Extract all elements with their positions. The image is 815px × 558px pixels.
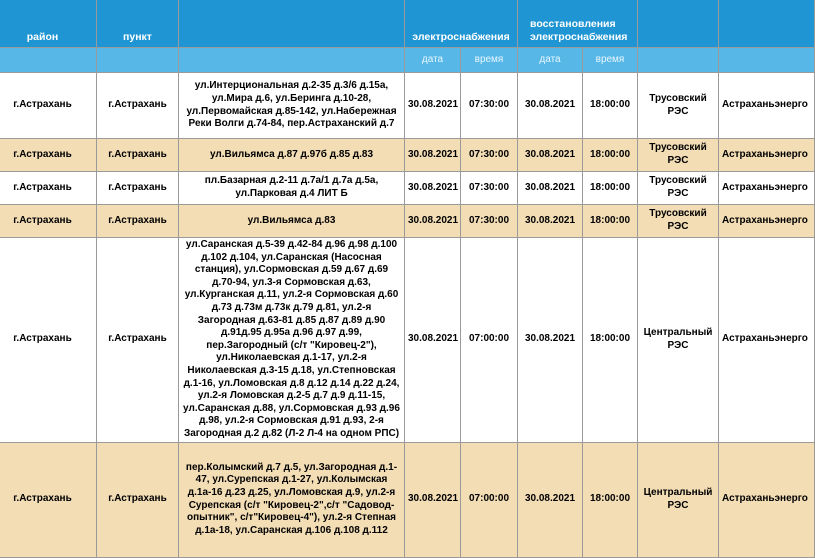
header-end-line1: восстановления — [530, 18, 616, 30]
subheader-blank — [719, 48, 815, 73]
header-org — [719, 0, 815, 48]
header-district: район — [0, 0, 97, 48]
cell-org: Астраханьэнерго — [719, 139, 815, 172]
header-res — [638, 0, 719, 48]
subheader-blank — [0, 48, 97, 73]
cell-start-time: 07:30:00 — [461, 73, 518, 139]
header-end-line2: электроснабжения — [530, 31, 628, 43]
cell-end-date: 30.08.2021 — [518, 238, 583, 443]
cell-addresses: пл.Базарная д.2-11 д.7а/1 д.7а д.5а, ул.Парковая д.4 ЛИТ Б — [179, 172, 405, 205]
cell-org: Астраханьэнерго — [719, 442, 815, 557]
cell-locality: г.Астрахань — [97, 205, 179, 238]
subheader-start-time: время — [461, 48, 518, 73]
cell-start-date: 30.08.2021 — [405, 238, 461, 443]
cell-res: Трусовский РЭС — [638, 73, 719, 139]
cell-addresses: ул.Вильямса д.87 д.97б д.85 д.83 — [179, 139, 405, 172]
cell-start-date: 30.08.2021 — [405, 172, 461, 205]
cell-org: Астраханьэнерго — [719, 172, 815, 205]
header-start — [405, 0, 518, 48]
table-row — [0, 205, 815, 238]
cell-start-time: 07:00:00 — [461, 442, 518, 557]
cell-end-date: 30.08.2021 — [518, 73, 583, 139]
cell-district: г.Астрахань — [0, 442, 97, 557]
header-locality: пункт — [97, 0, 179, 48]
subheader-end-date: дата — [518, 48, 583, 73]
cell-addresses: ул.Саранская д.5-39 д.42-84 д.96 д.98 д.100 д.102 д.104, ул.Саранская (Насосная станция), ул.Сормовская д.59 д.67 д.69 д.70-94, ул.3-я Сормовская д.63, ул.Курганская д.11, ул.2-я Сормовская д.60 д.73 д.73м д.73к д.79 д.81, ул.2-я Загородная д.63-81 д.85 д.87 д.89 д.90 д.91д.95 д.95а д.96 д.97 д.99, пер.Загородный (с/т "Кировец-2"), ул.Николаевская д.1-17, ул.2-я Николаевская д.3-15 д.18, ул.Степновская д.1-16, ул.Ломовская д.8 д.12 д.14 д.22 д.24, ул.2-я Ломовская д.2-5 д.7 д.9 д.11-15, ул.Саранская д.88, ул.Сормовская д.93 д.96 д.98, ул.2-я Сормовская д.91 д.93, 2-я Загородная д.2 д.82 (Л-2 Л-4 на одном РПС) — [179, 238, 405, 443]
cell-addresses: ул.Вильямса д.83 — [179, 205, 405, 238]
cell-end-time: 18:00:00 — [583, 205, 638, 238]
cell-end-date: 30.08.2021 — [518, 172, 583, 205]
table-row — [0, 73, 815, 139]
cell-start-time: 07:30:00 — [461, 139, 518, 172]
table-row — [0, 172, 815, 205]
subheader-end-time: время — [583, 48, 638, 73]
cell-res: Трусовский РЭС — [638, 172, 719, 205]
header-addresses — [179, 0, 405, 48]
cell-end-time: 18:00:00 — [583, 442, 638, 557]
table-row — [0, 238, 815, 443]
cell-res: Центральный РЭС — [638, 442, 719, 557]
cell-end-time: 18:00:00 — [583, 73, 638, 139]
header-start-label: электроснабжения — [412, 31, 510, 43]
cell-start-time: 07:00:00 — [461, 238, 518, 443]
cell-locality: г.Астрахань — [97, 139, 179, 172]
cell-end-date: 30.08.2021 — [518, 205, 583, 238]
subheader-blank — [638, 48, 719, 73]
subheader-blank — [97, 48, 179, 73]
subheader-blank — [179, 48, 405, 73]
cell-start-date: 30.08.2021 — [405, 205, 461, 238]
subheader-start-date: дата — [405, 48, 461, 73]
cell-district: г.Астрахань — [0, 172, 97, 205]
cell-start-time: 07:30:00 — [461, 172, 518, 205]
header-end — [518, 0, 638, 48]
cell-district: г.Астрахань — [0, 205, 97, 238]
cell-res: Трусовский РЭС — [638, 139, 719, 172]
cell-locality: г.Астрахань — [97, 238, 179, 443]
cell-end-date: 30.08.2021 — [518, 139, 583, 172]
cell-res: Центральный РЭС — [638, 238, 719, 443]
table-row — [0, 139, 815, 172]
cell-end-time: 18:00:00 — [583, 139, 638, 172]
cell-addresses: пер.Колымский д.7 д.5, ул.Загородная д.1-47, ул.Сурепская д.1-27, ул.Колымская д.1а-16 д.23 д.25, ул.Ломовская д.9, ул.2-я Сурепская (с/т "Кировец-2",с/т "Садовод-опытник", с/т"Кировец-4"), ул.2-я Степная д.1а-18, ул.Саранская д.106 д.108 д.112 — [179, 442, 405, 557]
cell-addresses: ул.Интерциональная д.2-35 д.3/6 д.15а, ул.Мира д.6, ул.Беринга д.10-28, ул.Первомайская д.85-142, ул.Набережная Реки Волги д.74-84, пер.Астраханский д.7 — [179, 73, 405, 139]
cell-start-date: 30.08.2021 — [405, 73, 461, 139]
cell-district: г.Астрахань — [0, 73, 97, 139]
cell-locality: г.Астрахань — [97, 442, 179, 557]
cell-end-time: 18:00:00 — [583, 172, 638, 205]
cell-locality: г.Астрахань — [97, 172, 179, 205]
cell-org: Астраханьэнерго — [719, 73, 815, 139]
cell-org: Астраханьэнерго — [719, 238, 815, 443]
cell-res: Трусовский РЭС — [638, 205, 719, 238]
cell-end-date: 30.08.2021 — [518, 442, 583, 557]
cell-district: г.Астрахань — [0, 238, 97, 443]
cell-district: г.Астрахань — [0, 139, 97, 172]
cell-start-date: 30.08.2021 — [405, 139, 461, 172]
cell-org: Астраханьэнерго — [719, 205, 815, 238]
cell-locality: г.Астрахань — [97, 73, 179, 139]
cell-start-time: 07:30:00 — [461, 205, 518, 238]
cell-start-date: 30.08.2021 — [405, 442, 461, 557]
cell-end-time: 18:00:00 — [583, 238, 638, 443]
table-row — [0, 442, 815, 557]
